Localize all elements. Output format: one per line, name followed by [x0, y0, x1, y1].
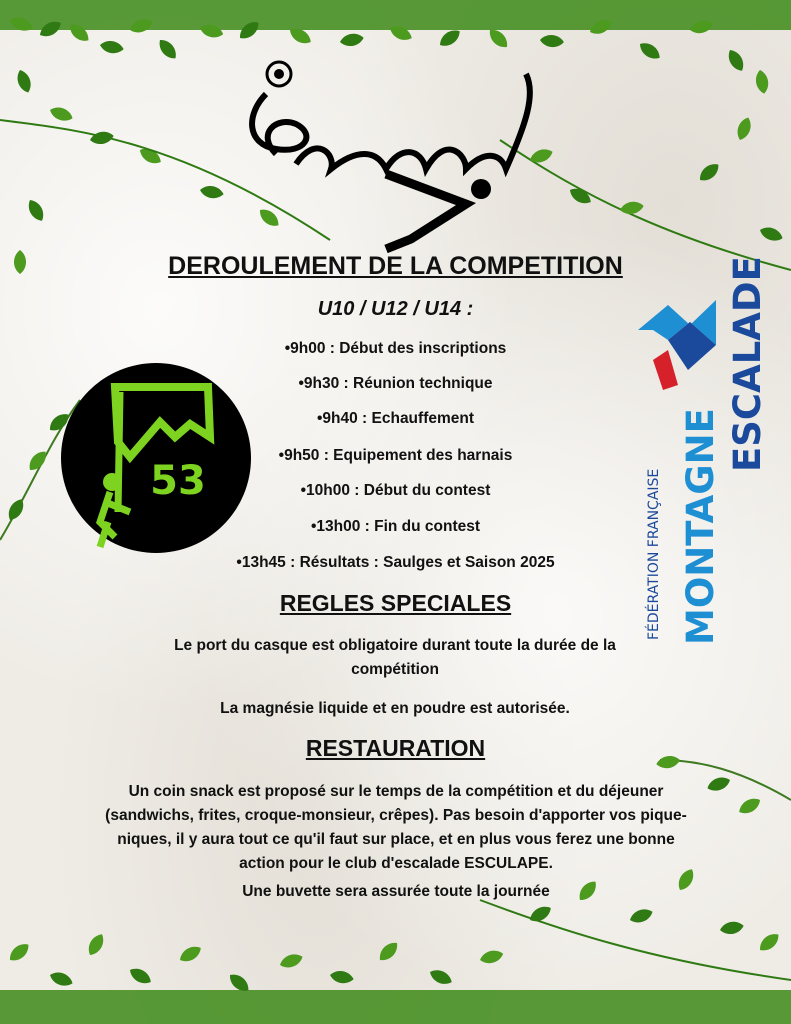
schedule-item: •13h00 : Fin du contest: [310, 518, 481, 535]
rules-chalk-text: La magnésie liquide et en poudre est autorisée.: [220, 700, 570, 717]
logo-text: Esculape: [389, 154, 393, 155]
ffme-montagne-text: MONTAGNE: [679, 408, 722, 645]
schedule-item: •9h40 : Echauffement: [316, 410, 475, 427]
schedule-item: •9h00 : Début des inscriptions: [284, 340, 507, 357]
categories-subtitle: U10 / U12 / U14 :: [317, 298, 474, 320]
ffme-logo: [628, 200, 768, 650]
badge-number: 53: [150, 458, 206, 504]
schedule-item: •9h30 : Réunion technique: [298, 375, 493, 392]
food-title: RESTAURATION: [305, 735, 486, 761]
schedule-item: •13h45 : Résultats : Saulges et Saison 2025: [236, 554, 555, 571]
schedule-item: •9h50 : Equipement des harnais: [278, 447, 513, 464]
food-buvette-text: Une buvette sera assurée toute la journée: [242, 883, 550, 900]
esculape-logo: [236, 54, 546, 254]
rules-helmet-text: Le port du casque est obligatoire durant toute la durée de la compétition: [174, 637, 616, 678]
schedule-item: •10h00 : Début du contest: [300, 482, 491, 499]
page-title: DEROULEMENT DE LA COMPETITION: [168, 252, 623, 280]
ffme-federation-text: FÉDÉRATION FRANÇAISE: [646, 468, 662, 640]
ffme-escalade-text: ESCALADE: [726, 256, 768, 472]
rules-title: REGLES SPECIALES: [279, 590, 512, 616]
food-text: Un coin snack est proposé sur le temps de la compétition et du déjeuner (sandwichs, frites, croque-monsieur, crêpes). Pas besoin d'apporter vos pique-niques, il y aura tout ce qu'il faut sur place, et en plus vous ferez une bonne action pour le club d'escalade ESCULAPE.: [105, 783, 687, 872]
department-53-badge: [60, 362, 252, 554]
